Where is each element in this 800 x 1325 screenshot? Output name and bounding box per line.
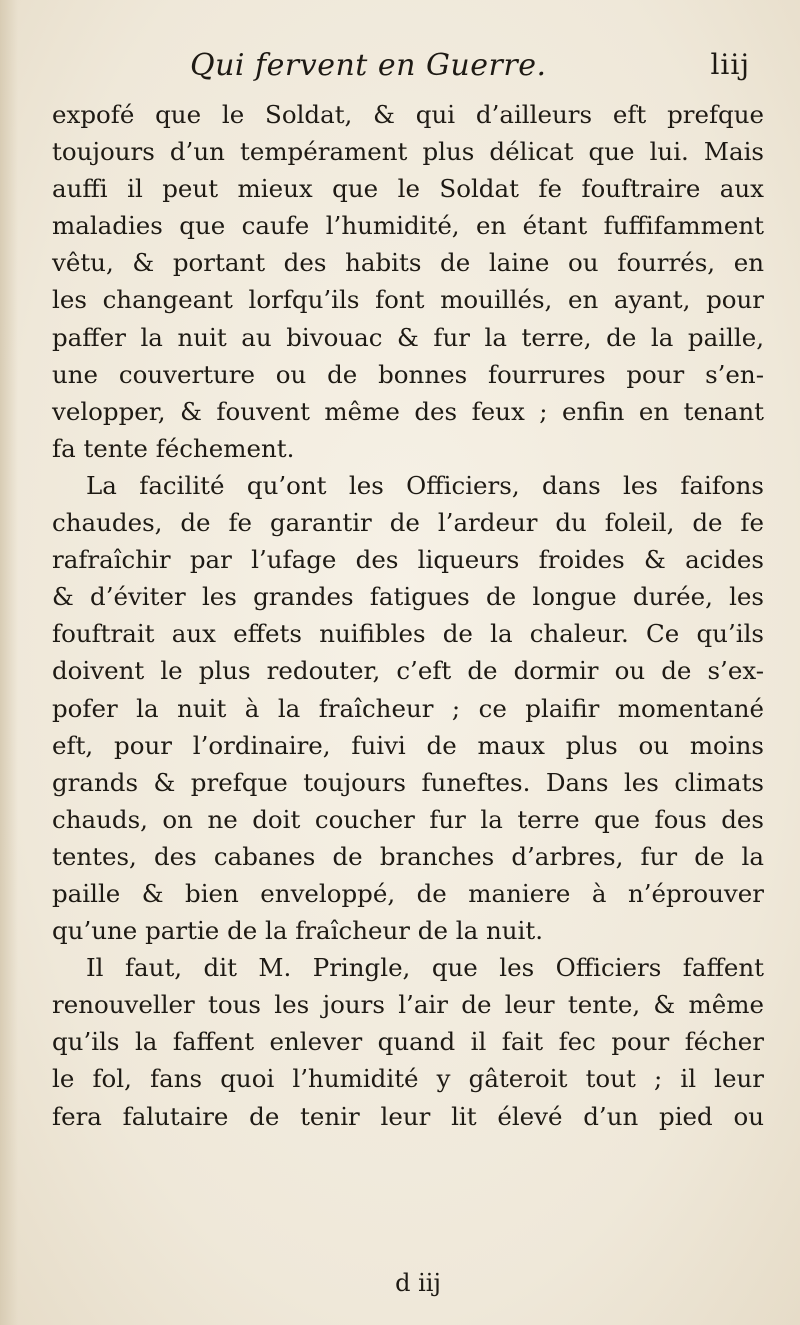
- text-line: paffer la nuit au bivouac & fur la terre, de la paille,: [52, 322, 764, 352]
- page-gutter-shadow: [0, 0, 18, 1325]
- text-line: chauds, on ne doit coucher fur la terre que fous des: [52, 804, 764, 834]
- text-line: velopper, & fouvent même des feux ; enfin en tenant: [52, 396, 764, 426]
- page-number: liij: [710, 48, 750, 81]
- running-title: Qui fervent en Guerre.: [190, 48, 547, 83]
- text-line: qu’une partie de la fraîcheur de la nuit.: [52, 916, 543, 946]
- text-line: qu’ils la faffent enlever quand il fait fec pour fécher: [52, 1027, 764, 1057]
- text-line: chaudes, de fe garantir de l’ardeur du foleil, de fe: [52, 508, 764, 538]
- text-line: toujours d’un tempérament plus délicat que lui. Mais: [52, 137, 764, 167]
- text-line: fouftrait aux effets nuifibles de la chaleur. Ce qu’ils: [52, 619, 764, 649]
- text-line: & d’éviter les grandes fatigues de longue durée, les: [52, 582, 764, 612]
- signature-mark: d iij: [395, 1269, 441, 1297]
- text-line: pofer la nuit à la fraîcheur ; ce plaifir momentané: [52, 693, 764, 723]
- text-line: La facilité qu’ont les Officiers, dans les faifons: [86, 470, 764, 500]
- text-line: une couverture ou de bonnes fourrures pour s’en-: [52, 359, 764, 389]
- text-line: doivent le plus redouter, c’eft de dormir ou de s’ex-: [52, 656, 764, 686]
- body-text: [52, 96, 764, 1135]
- text-line: fa tente féchement.: [52, 433, 295, 463]
- text-line: grands & prefque toujours funeftes. Dans les climats: [52, 767, 764, 797]
- text-line: renouveller tous les jours l’air de leur tente, & même: [52, 990, 764, 1020]
- text-line: tentes, des cabanes de branches d’arbres, fur de la: [52, 841, 764, 871]
- text-line: auffi il peut mieux que le Soldat fe fouftraire aux: [52, 174, 764, 204]
- text-line: les changeant lorfqu’ils font mouillés, en ayant, pour: [52, 285, 764, 315]
- text-line: maladies que caufe l’humidité, en étant fuffifamment: [52, 211, 764, 241]
- text-line: rafraîchir par l’ufage des liqueurs froides & acides: [52, 545, 764, 575]
- text-line: eft, pour l’ordinaire, fuivi de maux plus ou moins: [52, 730, 764, 760]
- text-line: le fol, fans quoi l’humidité y gâteroit tout ; il leur: [52, 1064, 764, 1094]
- text-line: vêtu, & portant des habits de laine ou fourrés, en: [52, 248, 764, 278]
- page-header: [90, 48, 750, 88]
- text-line: Il faut, dit M. Pringle, que les Officiers faffent: [86, 953, 764, 983]
- text-line: paille & bien enveloppé, de maniere à n’éprouver: [52, 878, 764, 908]
- text-line: expofé que le Soldat, & qui d’ailleurs eft prefque: [52, 100, 764, 129]
- text-line: fera falutaire de tenir leur lit élevé d’un pied ou: [52, 1101, 764, 1131]
